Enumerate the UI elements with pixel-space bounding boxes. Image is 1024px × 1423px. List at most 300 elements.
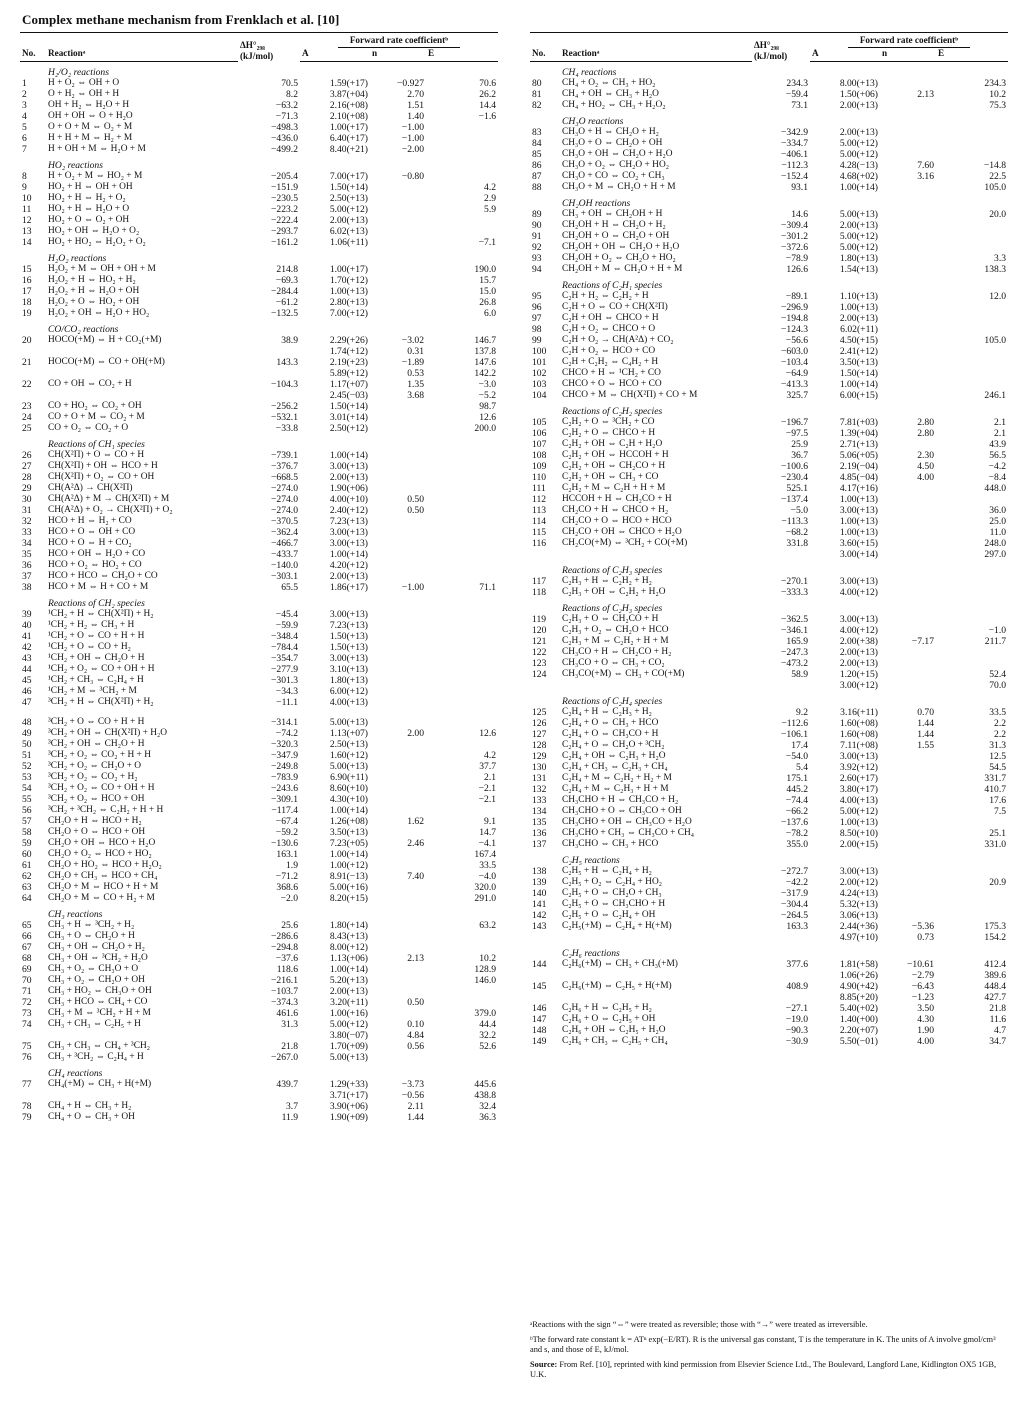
section-heading-row <box>530 111 1008 127</box>
reaction-number <box>530 970 560 981</box>
n-value: 1.35 <box>407 379 424 390</box>
e-value: 4.2 <box>484 750 497 761</box>
reaction-equation: HCO + HCO ⇔ CH₂O + CO <box>48 571 158 581</box>
col-header-no: No. <box>20 48 46 62</box>
reaction-equation: CH₃ + O₂ ⇔ CH₃O + O <box>48 964 139 974</box>
a-value: 3.16(+11) <box>840 707 878 718</box>
reaction-row <box>20 631 498 642</box>
enthalpy-value: −56.6 <box>785 335 808 346</box>
n-value: 0.56 <box>407 1041 424 1052</box>
reaction-number: 44 <box>22 664 32 675</box>
a-value: 2.00(+13) <box>839 658 878 669</box>
e-value <box>426 527 498 538</box>
reaction-row <box>530 324 1008 335</box>
e-value: 12.6 <box>479 412 497 423</box>
reaction-number: 50 <box>22 739 32 750</box>
n-value: −1.00 <box>401 133 424 144</box>
e-value: 146.0 <box>474 975 497 986</box>
e-value <box>936 368 1008 379</box>
reaction-row <box>530 910 1008 921</box>
a-value: 5.00(+12) <box>329 204 368 215</box>
reaction-number <box>530 549 560 560</box>
n-value <box>370 697 426 708</box>
n-value <box>880 357 936 368</box>
reaction-row <box>20 697 498 708</box>
a-value: 5.00(+12) <box>839 138 878 149</box>
e-value <box>426 697 498 708</box>
a-value: 1.50(+14) <box>329 182 368 193</box>
table-left-column <box>20 32 498 1123</box>
n-value <box>880 368 936 379</box>
a-value: 1.00(+17) <box>329 264 368 275</box>
reaction-row <box>530 379 1008 390</box>
reaction-row <box>20 100 498 111</box>
reaction-row <box>20 783 498 794</box>
reaction-equation: HO₂ + OH ⇔ H₂O + O₂ <box>48 226 140 236</box>
reaction-equation: H + H + M ⇔ H₂ + M <box>48 133 133 143</box>
n-value <box>370 931 426 942</box>
e-value <box>936 899 1008 910</box>
reaction-row <box>20 423 498 434</box>
enthalpy-value: −243.6 <box>271 783 298 794</box>
n-value <box>370 423 426 434</box>
enthalpy-value: 70.5 <box>281 78 298 89</box>
n-value: 0.50 <box>407 997 424 1008</box>
e-value: −2.1 <box>478 794 497 805</box>
e-value: 248.0 <box>984 538 1007 549</box>
reaction-row <box>530 784 1008 795</box>
reaction-equation: CH₃O + CO ⇔ CO₂ + CH₃ <box>562 171 665 181</box>
reaction-number: 93 <box>532 253 542 264</box>
reaction-row <box>20 1090 498 1101</box>
a-value: 1.00(+14) <box>329 549 368 560</box>
reaction-row <box>530 390 1008 401</box>
e-value: 43.9 <box>989 439 1007 450</box>
reaction-equation: C₂H₂ + O ⇔ CHCO + H <box>562 428 656 438</box>
reaction-number: 16 <box>22 275 32 286</box>
reaction-number: 142 <box>532 910 547 921</box>
reaction-equation: CH₃O + H ⇔ CH₂O + H₂ <box>562 127 659 137</box>
reaction-number: 145 <box>532 981 547 992</box>
reaction-equation: CH₂CO + OH ⇔ CHCO + H₂O <box>562 527 682 537</box>
a-value: 1.26(+08) <box>329 816 368 827</box>
e-value: 175.3 <box>984 921 1007 932</box>
n-value: 0.50 <box>407 505 424 516</box>
reaction-number: 95 <box>532 291 542 302</box>
enthalpy-value: −151.9 <box>271 182 298 193</box>
reaction-number: 101 <box>532 357 547 368</box>
n-value: 2.11 <box>407 1101 424 1112</box>
reaction-row <box>20 1079 498 1090</box>
n-value <box>880 182 936 193</box>
reaction-number: 96 <box>532 302 542 313</box>
reaction-row <box>530 795 1008 806</box>
enthalpy-value: −436.0 <box>271 133 298 144</box>
section-heading-row <box>530 560 1008 576</box>
reaction-row <box>20 89 498 100</box>
a-value: 8.43(+13) <box>329 931 368 942</box>
source-label: Source: <box>530 1359 558 1369</box>
e-value: 211.7 <box>984 636 1007 647</box>
reaction-row <box>530 182 1008 193</box>
reaction-equation: HCO + H ⇔ H₂ + CO <box>48 516 132 526</box>
a-value: 2.45(−03) <box>329 390 368 401</box>
e-value: 427.7 <box>984 992 1007 1003</box>
reaction-equation: CH₃O + O ⇔ CH₂O + OH <box>562 138 663 148</box>
reaction-number: 60 <box>22 849 32 860</box>
e-value <box>426 620 498 631</box>
reaction-row <box>530 888 1008 899</box>
reaction-number: 97 <box>532 313 542 324</box>
a-value: 1.00(+14) <box>839 182 878 193</box>
e-value: 21.8 <box>989 1003 1007 1014</box>
n-value: −1.00 <box>401 122 424 133</box>
n-value <box>880 78 936 89</box>
reaction-equation: CH₃CO + O ⇔ CH₃ + CO₂ <box>562 658 665 668</box>
section-heading: Reactions of C₂H₁ species <box>562 280 663 291</box>
n-value: −1.89 <box>401 357 424 368</box>
e-value <box>936 220 1008 231</box>
e-value: 15.0 <box>479 286 497 297</box>
n-value: 2.80 <box>917 417 934 428</box>
e-value: 12.6 <box>479 728 497 739</box>
reaction-equation: C₂H + C₂H₂ ⇔ C₄H₂ + H <box>562 357 659 367</box>
a-value: 4.28(−13) <box>839 160 878 171</box>
reaction-number: 10 <box>22 193 32 204</box>
reaction-row <box>530 171 1008 182</box>
n-value: 1.55 <box>917 740 934 751</box>
enthalpy-value: 21.8 <box>281 1041 298 1052</box>
section-heading: H₂/O₂ reactions <box>48 67 109 78</box>
reaction-number: 88 <box>532 182 542 193</box>
section-spacer <box>20 319 46 335</box>
reaction-equation: C₂H₂ + O ⇔ ³CH₂ + CO <box>562 417 655 427</box>
enthalpy-value: −532.1 <box>271 412 298 423</box>
a-value: 1.10(+13) <box>839 291 878 302</box>
reaction-row <box>20 986 498 997</box>
reaction-row <box>530 439 1008 450</box>
section-heading-row <box>20 248 498 264</box>
reaction-row <box>530 932 1008 943</box>
reaction-number <box>530 992 560 1003</box>
reaction-equation: C₂H₆(+M) ⇔ C₂H₅ + H(+M) <box>562 981 672 991</box>
reaction-row <box>530 828 1008 839</box>
reaction-equation: C₂H₄ + H ⇔ C₂H₃ + H₂ <box>562 707 652 717</box>
e-value <box>426 538 498 549</box>
reaction-equation: C₂H + H₂ ⇔ C₂H₂ + H <box>562 291 649 301</box>
reaction-number: 17 <box>22 286 32 297</box>
n-value <box>880 587 936 598</box>
reaction-row <box>20 335 498 346</box>
reaction-equation: C₂H + O ⇔ CO + CH(X²Π) <box>562 302 668 312</box>
enthalpy-value: −277.9 <box>271 664 298 675</box>
reaction-equation <box>46 368 238 379</box>
a-value: 2.60(+17) <box>839 773 878 784</box>
a-value: 2.19(+23) <box>329 357 368 368</box>
e-value: 32.2 <box>479 1030 497 1041</box>
reaction-equation: CH₃ + HO₂ ⇔ CH₃O + OH <box>48 986 152 996</box>
enthalpy-value: −97.5 <box>785 428 808 439</box>
reaction-number: 131 <box>532 773 547 784</box>
a-value: 5.00(+16) <box>329 882 368 893</box>
n-value <box>370 308 426 319</box>
e-value <box>426 571 498 582</box>
n-value <box>880 877 936 888</box>
n-value <box>880 658 936 669</box>
enthalpy-value: −309.1 <box>271 794 298 805</box>
reaction-number: 82 <box>532 100 542 111</box>
reaction-number: 119 <box>532 614 547 625</box>
n-value: −1.23 <box>911 992 934 1003</box>
e-value: 10.2 <box>479 953 497 964</box>
reaction-row <box>530 1025 1008 1036</box>
section-spacer <box>20 593 46 609</box>
a-value: 3.00(+12) <box>839 680 878 691</box>
reaction-row <box>20 686 498 697</box>
n-value: 2.80 <box>917 428 934 439</box>
enthalpy-value: 31.3 <box>281 1019 298 1030</box>
reaction-equation: C₂H₄ + CH₃ ⇔ C₂H₃ + CH₄ <box>562 762 668 772</box>
reaction-row <box>20 997 498 1008</box>
reaction-number: 148 <box>532 1025 547 1036</box>
reaction-number: 121 <box>532 636 547 647</box>
a-value: 1.70(+09) <box>329 1041 368 1052</box>
n-value <box>370 609 426 620</box>
reaction-equation: CH₃ + H ⇔ ³CH₂ + H₂ <box>48 920 135 930</box>
reaction-equation <box>560 549 752 560</box>
reaction-number: 66 <box>22 931 32 942</box>
e-value <box>426 215 498 226</box>
e-value: 3.3 <box>994 253 1007 264</box>
reaction-number: 30 <box>22 494 32 505</box>
reaction-number: 146 <box>532 1003 547 1014</box>
reaction-equation: CH₃CHO + OH ⇔ CH₃CO + H₂O <box>562 817 692 827</box>
n-value <box>880 483 936 494</box>
reaction-number: 48 <box>22 717 32 728</box>
table-right-column <box>530 32 1008 1047</box>
reaction-number: 36 <box>22 560 32 571</box>
reaction-row <box>530 149 1008 160</box>
reaction-number: 134 <box>532 806 547 817</box>
reaction-equation: CH₃O + O₂ ⇔ CH₂O + HO₂ <box>562 160 669 170</box>
a-value: 1.00(+14) <box>329 805 368 816</box>
e-value: 34.7 <box>989 1036 1007 1047</box>
a-value: 2.00(+13) <box>839 647 878 658</box>
n-value: −0.80 <box>401 171 424 182</box>
reaction-row <box>530 538 1008 549</box>
footnote-b: ᵇThe forward rate constant k = ATⁿ exp(−E/RT). R is the universal gas constant, T is the temperature in K. The units of A involve gmol/cm³ and s, and those of E, kJ/mol. <box>530 1334 996 1354</box>
n-value <box>370 549 426 560</box>
reaction-equation: CHCO + H ⇔ ¹CH₂ + CO <box>562 368 661 378</box>
col-header-forward-rate: Forward rate coefficientᵇ <box>810 33 1008 49</box>
reaction-number: 126 <box>532 718 547 729</box>
enthalpy-value: −334.7 <box>781 138 808 149</box>
reaction-number: 98 <box>532 324 542 335</box>
reaction-number: 58 <box>22 827 32 838</box>
enthalpy-value: −74.2 <box>275 728 298 739</box>
e-value <box>426 653 498 664</box>
enthalpy-value <box>752 680 810 691</box>
reaction-row <box>530 806 1008 817</box>
reaction-row <box>20 133 498 144</box>
enthalpy-value: 8.2 <box>286 89 298 100</box>
e-value: 11.6 <box>989 1014 1007 1025</box>
reaction-row <box>530 291 1008 302</box>
reaction-number: 61 <box>22 860 32 871</box>
reaction-number: 117 <box>532 576 547 587</box>
e-value: 36.3 <box>479 1112 497 1123</box>
reaction-row <box>530 680 1008 691</box>
e-value: 9.1 <box>484 816 497 827</box>
n-value: 2.00 <box>407 728 424 739</box>
reaction-equation: CH(A²Δ) + O₂ → CH(X²Π) + O₂ <box>48 505 173 515</box>
reaction-number: 73 <box>22 1008 32 1019</box>
reaction-number: 52 <box>22 761 32 772</box>
enthalpy-value: −132.5 <box>271 308 298 319</box>
reaction-equation <box>46 390 238 401</box>
reaction-equation: OH + H₂ ⇔ H₂O + H <box>48 100 130 110</box>
e-value <box>426 942 498 953</box>
enthalpy-value: −668.5 <box>271 472 298 483</box>
a-value: 3.80(−07) <box>329 1030 368 1041</box>
reaction-row <box>530 428 1008 439</box>
section-spacer <box>20 62 46 79</box>
a-value: 2.19(−04) <box>839 461 878 472</box>
enthalpy-value <box>238 390 300 401</box>
a-value: 8.60(+10) <box>329 783 368 794</box>
reaction-row <box>20 893 498 904</box>
a-value: 1.00(+12) <box>329 860 368 871</box>
reaction-row <box>20 308 498 319</box>
a-value: 5.00(+13) <box>329 761 368 772</box>
a-value: 5.06(+05) <box>839 450 878 461</box>
reaction-equation <box>46 1090 238 1101</box>
e-value: 291.0 <box>474 893 497 904</box>
enthalpy-value: −11.1 <box>276 697 298 708</box>
enthalpy-value: 126.6 <box>786 264 808 275</box>
e-value <box>426 1052 498 1063</box>
reaction-number: 34 <box>22 538 32 549</box>
enthalpy-value: −100.6 <box>781 461 808 472</box>
reaction-equation: C₂H₄ + M ⇔ C₂H₃ + H + M <box>562 784 669 794</box>
a-value: 2.71(+13) <box>839 439 878 450</box>
n-value: −6.43 <box>911 981 934 992</box>
reaction-row <box>530 718 1008 729</box>
a-value: 3.00(+13) <box>839 505 878 516</box>
reaction-number: 100 <box>532 346 547 357</box>
reaction-row <box>20 860 498 871</box>
n-value <box>880 817 936 828</box>
n-value <box>370 893 426 904</box>
reaction-number: 21 <box>22 357 32 368</box>
a-value: 3.00(+13) <box>329 527 368 538</box>
reaction-number: 89 <box>532 209 542 220</box>
e-value <box>936 357 1008 368</box>
enthalpy-value: −19.0 <box>785 1014 808 1025</box>
e-value: 445.6 <box>474 1079 497 1090</box>
e-value <box>936 910 1008 921</box>
a-value: 5.00(+13) <box>839 209 878 220</box>
a-value: 4.50(+15) <box>839 335 878 346</box>
section-heading-row <box>530 193 1008 209</box>
e-value: 14.4 <box>479 100 497 111</box>
a-value: 1.00(+13) <box>839 302 878 313</box>
enthalpy-value: −603.0 <box>781 346 808 357</box>
enthalpy-value: −63.2 <box>275 100 298 111</box>
a-value: 1.06(+26) <box>839 970 878 981</box>
reaction-equation: CH₄ + O ⇔ CH₃ + OH <box>48 1112 135 1122</box>
n-value: 2.13 <box>407 953 424 964</box>
enthalpy-value: −374.3 <box>271 997 298 1008</box>
mechanism-table-right <box>530 32 1008 1047</box>
enthalpy-value: −739.1 <box>271 450 298 461</box>
reaction-row <box>20 882 498 893</box>
reaction-number: 130 <box>532 762 547 773</box>
enthalpy-value: −247.3 <box>781 647 808 658</box>
reaction-equation: H₂O₂ + H ⇔ H₂O + OH <box>48 286 140 296</box>
enthalpy-value: −5.0 <box>790 505 808 516</box>
mechanism-table-left <box>20 32 498 1123</box>
reaction-equation: CH₃ + M ⇔ ³CH₂ + H + M <box>48 1008 151 1018</box>
reaction-equation: CHCO + M ⇔ CH(X²Π) + CO + M <box>562 390 698 400</box>
enthalpy-value: −59.4 <box>785 89 808 100</box>
reaction-row <box>530 839 1008 850</box>
n-value <box>880 516 936 527</box>
spacer-cell <box>20 708 498 717</box>
reaction-equation: C₂H + OH ⇔ CHCO + H <box>562 313 659 323</box>
reaction-equation: C₂H₆ + CH₃ ⇔ C₂H₅ + CH₄ <box>562 1036 668 1046</box>
a-value: 1.40(+00) <box>839 1014 878 1025</box>
reaction-row <box>20 275 498 286</box>
n-value <box>370 1008 426 1019</box>
enthalpy-value <box>238 346 300 357</box>
e-value <box>936 346 1008 357</box>
e-value: 20.9 <box>989 877 1007 888</box>
reaction-number: 20 <box>22 335 32 346</box>
n-value <box>880 806 936 817</box>
n-value <box>370 882 426 893</box>
reaction-equation: CH₄(+M) ⇔ CH₃ + H(+M) <box>48 1079 152 1089</box>
n-value <box>880 335 936 346</box>
n-value: −3.73 <box>401 1079 424 1090</box>
reaction-row <box>20 494 498 505</box>
reaction-number <box>530 680 560 691</box>
a-value: 1.20(+15) <box>839 669 878 680</box>
a-value: 3.00(+13) <box>329 538 368 549</box>
section-spacer <box>20 434 46 450</box>
reaction-number: 59 <box>22 838 32 849</box>
table-body-right <box>530 62 1008 1048</box>
a-value: 3.20(+11) <box>330 997 368 1008</box>
enthalpy-value: −30.9 <box>785 1036 808 1047</box>
enthalpy-value: −286.6 <box>271 931 298 942</box>
reaction-number: 87 <box>532 171 542 182</box>
e-value: 70.6 <box>479 78 497 89</box>
section-spacer <box>530 598 560 614</box>
reaction-number: 132 <box>532 784 547 795</box>
n-value <box>370 461 426 472</box>
enthalpy-value: −264.5 <box>781 910 808 921</box>
reaction-equation: CH₂OH + M ⇔ CH₂O + H + M <box>562 264 683 274</box>
reaction-equation: CH₄ + HO₂ ⇔ CH₃ + H₂O₂ <box>562 100 666 110</box>
reaction-row <box>530 253 1008 264</box>
reaction-row <box>20 560 498 571</box>
enthalpy-value: −152.4 <box>781 171 808 182</box>
reaction-row <box>20 931 498 942</box>
reaction-equation <box>560 992 752 1003</box>
enthalpy-value: −354.7 <box>271 653 298 664</box>
n-value <box>370 772 426 783</box>
